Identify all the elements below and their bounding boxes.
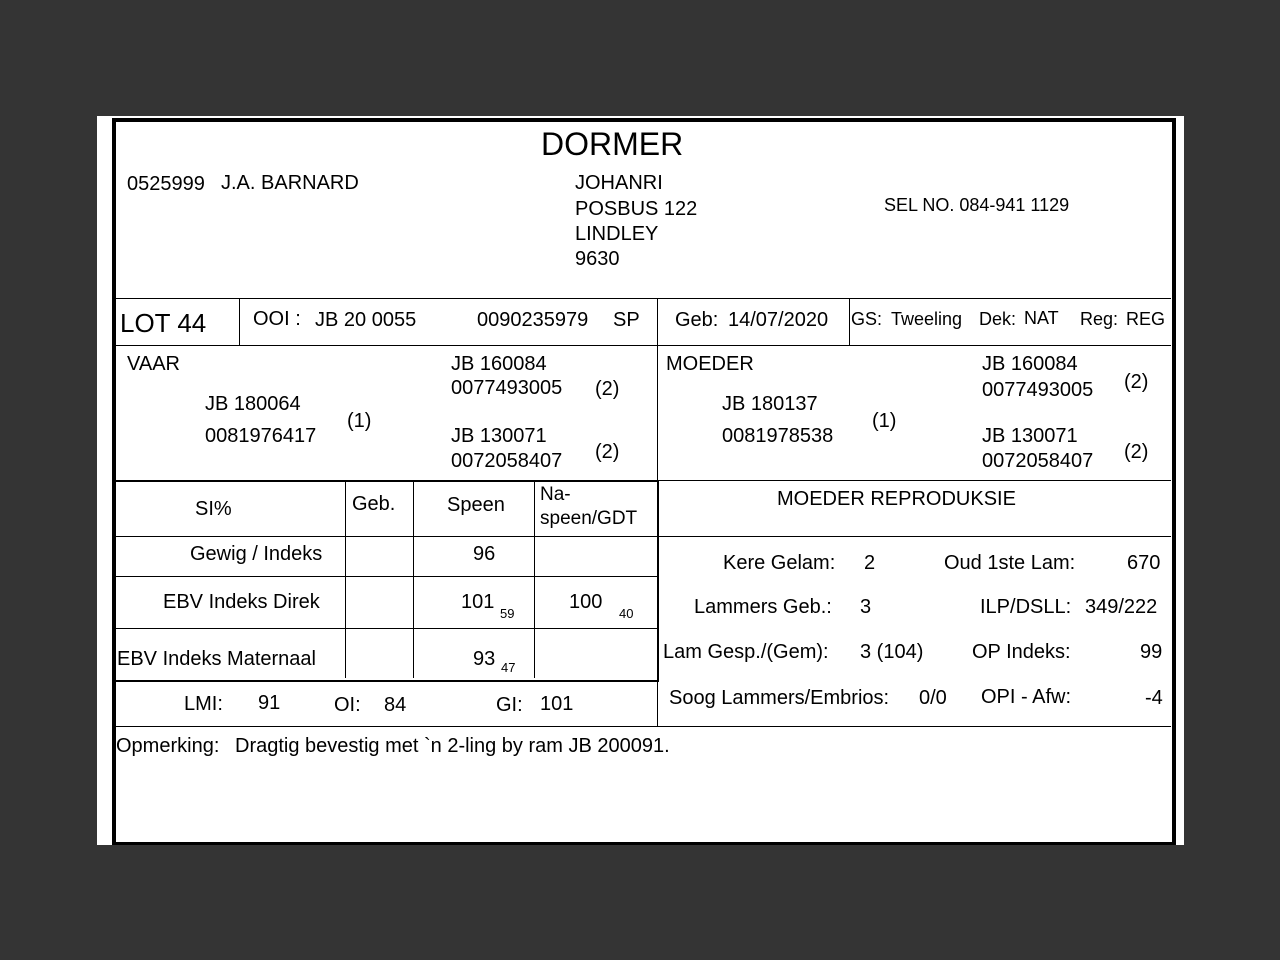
sire-dam-generation: (2): [595, 441, 620, 463]
breed-title: DORMER: [541, 126, 684, 162]
op-index-label: OP Indeks:: [972, 641, 1071, 663]
lambs-weaned-value: 3 (104): [860, 641, 924, 663]
suckling-lambs-label: Soog Lammers/Embrios:: [669, 687, 890, 709]
ooi-reg-number: 0090235979: [477, 309, 589, 331]
catalogue-card: [97, 116, 1184, 845]
divider-header: [114, 298, 1171, 299]
row-ebv-direct-wean-accuracy: 59: [500, 606, 515, 621]
dek-label: Dek:: [979, 309, 1017, 329]
row-ebv-direct-wean: 101: [461, 591, 495, 613]
birth-date: 14/07/2020: [728, 309, 829, 331]
dam-sire-number: 0077493005: [982, 379, 1094, 401]
index-col-line-3: [534, 480, 535, 678]
dam-sire-id: JB 160084: [982, 353, 1078, 375]
times-lambed-label: Kere Gelam:: [723, 552, 836, 574]
divider-lot-v1: [239, 298, 240, 345]
dam-generation: (1): [872, 410, 897, 432]
breeder-number: 0525999: [127, 173, 205, 195]
divider-remark: [114, 726, 1171, 727]
repro-title-line: [658, 536, 1171, 537]
row-ebv-maternal-label: EBV Indeks Maternaal: [117, 648, 316, 670]
index-row-line-3: [114, 628, 657, 629]
lmi-label: LMI:: [184, 693, 223, 715]
dam-dam-generation: (2): [1124, 441, 1149, 463]
divider-lot: [114, 345, 1171, 346]
divider-lot-v3: [849, 298, 850, 345]
sire-sire-generation: (2): [595, 378, 620, 400]
sire-sire-number: 0077493005: [451, 377, 563, 399]
row-ebv-direct-label: EBV Indeks Direk: [163, 591, 320, 613]
dek-value: NAT: [1024, 308, 1059, 328]
ooi-id: JB 20 0055: [315, 309, 417, 331]
birth-label: Geb:: [675, 309, 719, 331]
lmi-value: 91: [258, 692, 281, 714]
index-col-line-1: [345, 480, 346, 678]
sire-generation: (1): [347, 410, 372, 432]
postal-address: POSBUS 122: [575, 198, 698, 220]
row-ebv-direct-postwean-accuracy: 40: [619, 606, 634, 621]
lambs-born-label: Lammers Geb.:: [694, 596, 832, 618]
repro-title: MOEDER REPRODUKSIE: [777, 488, 1016, 510]
reg-label: Reg:: [1080, 309, 1119, 329]
sire-sire-id: JB 160084: [451, 353, 547, 375]
opi-deviation-label: OPI - Afw:: [981, 686, 1072, 708]
ooi-label: OOI :: [253, 308, 301, 330]
suckling-lambs-value: 0/0: [919, 687, 947, 709]
farm-name: JOHANRI: [575, 172, 663, 194]
lambs-born-value: 3: [860, 596, 872, 618]
postal-code: 9630: [575, 248, 620, 270]
age-first-lamb-value: 670: [1127, 552, 1161, 574]
oi-value: 84: [384, 694, 407, 716]
gs-label: GS:: [851, 309, 883, 329]
index-row-line-2: [114, 576, 657, 577]
row-weight-index-label: Gewig / Indeks: [190, 543, 323, 565]
index-col-line-2: [413, 480, 414, 678]
col-birth-header: Geb.: [352, 493, 396, 515]
divider-lot-v2: [657, 298, 658, 345]
col-postwean-header: Na- speen/GDT: [540, 484, 638, 529]
gs-value: Tweeling: [891, 309, 963, 329]
ooi-sp: SP: [613, 309, 640, 331]
sire-dam-number: 0072058407: [451, 450, 563, 472]
age-first-lamb-label: Oud 1ste Lam:: [944, 552, 1076, 574]
ilp-dsll-label: ILP/DSLL:: [980, 596, 1072, 618]
row-ebv-direct-postwean: 100: [569, 591, 603, 613]
dam-dam-number: 0072058407: [982, 450, 1094, 472]
remark-label: Opmerking:: [116, 735, 220, 757]
dam-dam-id: JB 130071: [982, 425, 1078, 447]
op-index-value: 99: [1140, 641, 1163, 663]
lambs-weaned-label: Lam Gesp./(Gem):: [663, 641, 829, 663]
dam-number: 0081978538: [722, 425, 834, 447]
gi-label: GI:: [496, 694, 523, 716]
sire-dam-id: JB 130071: [451, 425, 547, 447]
row-weight-index-wean: 96: [473, 543, 496, 565]
row-ebv-maternal-wean: 93: [473, 648, 496, 670]
dam-label: MOEDER: [666, 353, 754, 375]
sire-number: 0081976417: [205, 425, 317, 447]
reg-value: REG: [1126, 309, 1166, 329]
times-lambed-value: 2: [864, 552, 876, 574]
breeder-name: J.A. BARNARD: [221, 172, 359, 194]
dam-sire-generation: (2): [1124, 371, 1149, 393]
lot-number: LOT 44: [120, 308, 207, 338]
col-si-header: SI%: [195, 498, 232, 520]
ilp-dsll-value: 349/222: [1085, 596, 1158, 618]
gi-value: 101: [540, 693, 574, 715]
remark-text: Dragtig bevestig met `n 2-ling by ram JB 200091.: [235, 735, 670, 757]
phone-number: SEL NO. 084-941 1129: [884, 195, 1070, 215]
sire-label: VAAR: [127, 353, 180, 375]
town: LINDLEY: [575, 223, 659, 245]
opi-deviation-value: -4: [1145, 687, 1163, 709]
oi-label: OI:: [334, 694, 361, 716]
sire-id: JB 180064: [205, 393, 301, 415]
row-ebv-maternal-wean-accuracy: 47: [501, 660, 516, 675]
col-wean-header: Speen: [447, 494, 505, 516]
index-row-line-1: [114, 536, 657, 537]
dam-id: JB 180137: [722, 393, 818, 415]
